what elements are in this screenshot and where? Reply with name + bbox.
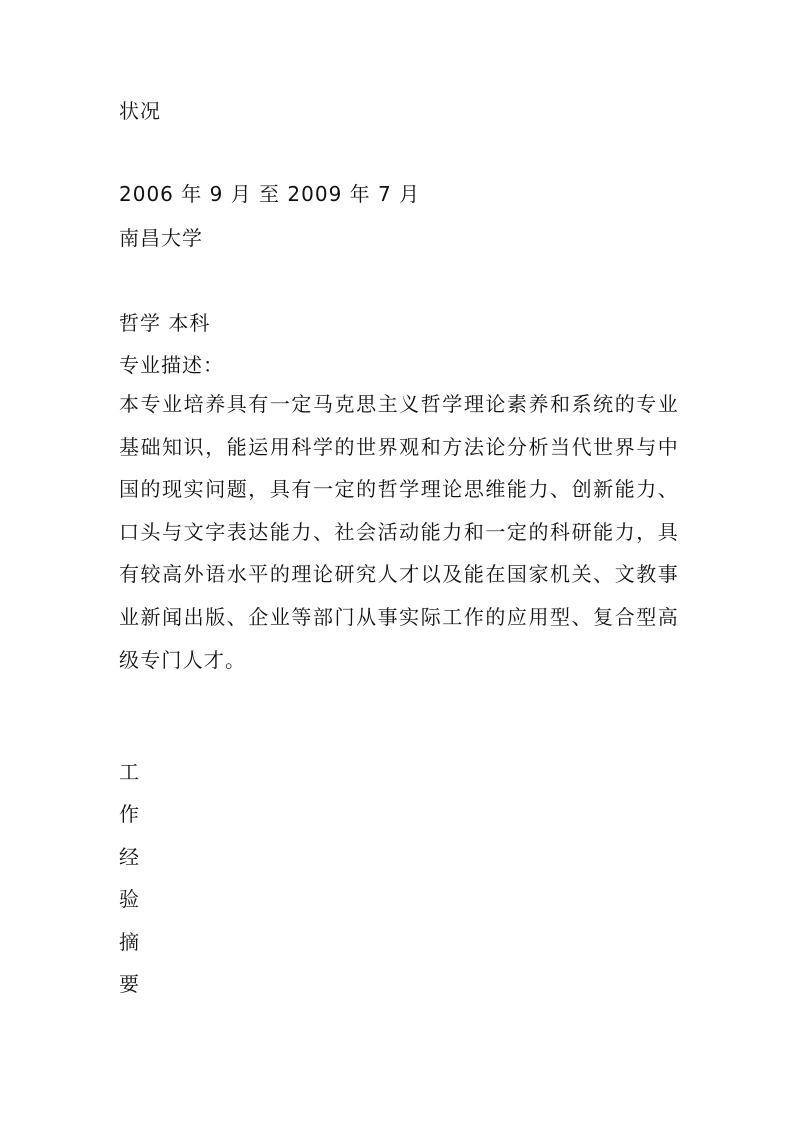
education-period: 2006 年 9 月 至 2009 年 7 月 (119, 182, 421, 206)
work-summary-char: 要 (119, 971, 139, 996)
major-description-label: 专业描述： (119, 353, 224, 377)
work-summary-char: 验 (119, 887, 139, 912)
work-summary-char: 经 (119, 844, 139, 869)
school-name: 南昌大学 (119, 226, 203, 250)
major-degree: 哲学 本科 (119, 311, 211, 335)
work-summary-char: 工 (119, 760, 139, 784)
work-summary-char: 作 (119, 802, 139, 827)
major-description-text: 本专业培养具有一定马克思主义哲学理论素养和系统的专业基础知识，能运用科学的世界观和方法论分析当代世界与中国的现实问题，具有一定的哲学理论思维能力、创新能力、口头与文字表达能力、社会活动能力和一定的科研能力，具有较高外语水平的理论研究人才以及能在国家机关、文教事业新闻出版、企业等部门从事实际工作的应用型、复合型高级专门人才。 (119, 392, 679, 672)
status-heading: 状况 (119, 99, 161, 123)
work-summary-heading (119, 760, 149, 1014)
work-summary-char: 摘 (119, 929, 139, 954)
